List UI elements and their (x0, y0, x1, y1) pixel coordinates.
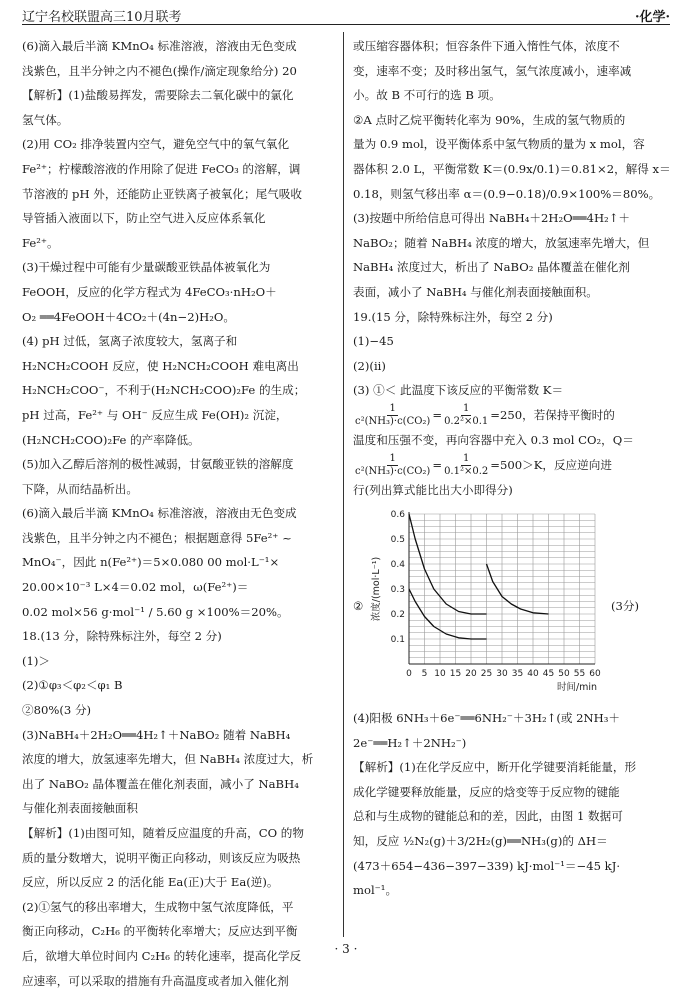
concentration-chart-row (353, 506, 671, 706)
text-line: 0.18，则氢气移出率 α＝(0.9−0.18)/0.9×100%＝80%。 (353, 186, 661, 201)
y-tick-label: 0.1 (390, 635, 405, 646)
text-line: 【解析】(1)在化学反应中，断开化学键要消耗能量，形 (353, 760, 637, 775)
right-column-top-text (353, 34, 671, 403)
page-header (22, 6, 670, 25)
text-line: NaBH₄ 浓度过大，析出了 NaBO₂ 晶体覆盖在催化剂 (353, 260, 630, 275)
text-line: H₂NCH₂COO⁻，不利于(H₂NCH₂COO)₂Fe 的生成； (22, 383, 306, 398)
text-line: 节溶液的 pH 外，还能防止亚铁离子被氧化；尾气吸收 (22, 186, 302, 201)
x-tick-label: 10 (434, 669, 446, 680)
text-line: 表面，减小了 NaBH₄ 与催化剂表面接触面积。 (353, 284, 598, 299)
text-line: 行(列出算式能比出大小即得分) (353, 482, 513, 497)
left-column (22, 34, 334, 993)
text-line: 温度和压强不变，再向容器中充入 0.3 mol CO₂，Q＝ (353, 432, 634, 447)
x-tick-label: 40 (527, 669, 539, 680)
text-line: (4) pH 过低，氢离子浓度较大，氢离子和 (22, 334, 238, 349)
text-line: (3)干燥过程中可能有少量碳酸亚铁晶体被氧化为 (22, 260, 271, 275)
text-line: 氢气体。 (22, 112, 69, 127)
equation-q: $\frac{1}{\text{c²(NH₃)·c(CO₂)}}$ = $\frac{1}{\text{0.1²×0.2}}$ =500＞K，反应逆向进 (355, 452, 612, 477)
x-tick-label: 25 (480, 669, 493, 680)
right-column-bottom-text (353, 706, 671, 903)
text-line: 浓度的增大，放氢速率先增大，但 NaBH₄ 浓度过大，析 (22, 752, 314, 767)
text-line: 出了 NaBO₂ 晶体覆盖在催化剂表面，减小了 NaBH₄ (22, 776, 299, 791)
text-line: (2)用 CO₂ 排净装置内空气，避免空气中的氧气氧化 (22, 137, 290, 152)
text-line: mol⁻¹。 (353, 883, 398, 898)
text-line: 知，反应 ½N₂(g)＋3/2H₂(g)══NH₃(g)的 ΔH＝ (353, 834, 608, 849)
equation-k-result: =250，若保持平衡时的 (490, 408, 615, 423)
text-line: NaBO₂；随着 NaBH₄ 浓度的增大，放氢速率先增大，但 (353, 235, 650, 250)
text-line: (3)NaBH₄＋2H₂O══4H₂↑＋NaBO₂ 随着 NaBH₄ (22, 727, 291, 742)
y-tick-label: 0.4 (390, 560, 405, 571)
text-line: 【解析】(1)盐酸易挥发，需要除去二氧化碳中的氯化 (22, 88, 294, 103)
text-line: MnO₄⁻，因此 n(Fe²⁺)＝5×0.080 00 mol·L⁻¹× (22, 555, 280, 570)
text-line: 【解析】(1)由图可知，随着反应温度的升高，CO 的物 (22, 826, 304, 840)
chart-score: (3分) (611, 598, 640, 613)
text-line: (2)(ii) (353, 358, 386, 373)
x-axis-label: 时间/min (556, 682, 598, 694)
right-column (353, 34, 671, 903)
text-line: 应速率，可以采取的措施有升高温度或者加入催化剂 (22, 973, 289, 988)
text-line: 19.(15 分，除特殊标注外，每空 2 分) (353, 309, 553, 324)
text-line: (6)滴入最后半滴 KMnO₄ 标准溶液，溶液由无色变成 (22, 506, 297, 521)
text-line: 0.02 mol×56 g·mol⁻¹ / 5.60 g ×100%＝20%。 (22, 604, 289, 619)
text-line: (H₂NCH₂COO)₂Fe 的产率降低。 (22, 432, 200, 447)
fraction-k-symbolic: $\frac{1}{\text{c²(NH₃)·c(CO₂)}}$ (355, 402, 431, 427)
text-line: (1)＞ (22, 653, 51, 668)
text-line: (6)滴入最后半滴 KMnO₄ 标准溶液，溶液由无色变成 (22, 39, 297, 53)
x-tick-label: 45 (542, 669, 555, 680)
text-line: 导管插入液面以下，防止空气进入反应体系氧化 (22, 211, 266, 226)
text-line: ②80%(3 分) (22, 703, 92, 718)
x-tick-label: 55 (573, 669, 586, 680)
text-line: 20.00×10⁻³ L×4＝0.02 mol，ω(Fe²⁺)＝ (22, 580, 249, 595)
x-tick-label: 50 (558, 669, 570, 680)
fraction-k-numeric: $\frac{1}{\text{0.2²×0.1}}$ (444, 402, 489, 427)
text-line: (473＋654−436−397−339) kJ·mol⁻¹＝−45 kJ· (353, 858, 621, 873)
x-tick-label: 20 (465, 669, 477, 680)
chart-item-label: ② (353, 598, 364, 613)
x-tick-label: 35 (511, 669, 524, 680)
text-line: 浅紫色，且半分钟之内不褪色(操作/滴定现象给分) 20 (22, 63, 297, 78)
subject-label: ·化学· (634, 10, 670, 25)
text-line: (3) ①＜ 此温度下该反应的平衡常数 K＝ (353, 383, 564, 398)
text-line: (4)阳极 6NH₃＋6e⁻══6NH₂⁻＋3H₂↑(或 2NH₃＋ (353, 711, 621, 726)
x-tick-label: 30 (496, 669, 508, 680)
text-line: (2)①氢气的移出率增大，生成物中氢气浓度降低，平 (22, 899, 294, 914)
text-line: 与催化剂表面接触面积 (22, 801, 138, 816)
y-tick-label: 0.2 (390, 610, 405, 621)
text-line: 18.(13 分，除特殊标注外，每空 2 分) (22, 629, 222, 644)
text-line: 2e⁻══H₂↑＋2NH₂⁻) (353, 735, 467, 750)
text-line: 成化学键要释放能量，反应的焓变等于反应物的键能 (353, 784, 620, 799)
text-line: Fe²⁺。 (22, 235, 59, 250)
page-number: · 3 · (334, 942, 358, 956)
text-line: 量为 0.9 mol，设平衡体系中氢气物质的量为 x mol，容 (353, 137, 645, 152)
text-line: 后，欲增大单位时间内 C₂H₆ 的转化速率，提高化学反 (22, 948, 302, 963)
text-line: 衡正向移动，C₂H₆ 的平衡转化率增大；反应达到平衡 (22, 924, 298, 939)
equation-q-result: =500＞K，反应逆向进 (490, 457, 612, 472)
text-line: 小。故 B 不可行的选 B 项。 (353, 88, 501, 103)
text-line: (1)−45 (353, 334, 394, 349)
text-line: 反应，所以反应 2 的活化能 Ea(正)大于 Ea(逆)。 (22, 875, 279, 890)
column-divider (343, 32, 344, 937)
text-line: 浅紫色，且半分钟之内不褪色；根据题意得 5Fe²⁺ ~ (22, 530, 292, 545)
text-line: 器体积 2.0 L，平衡常数 K＝(0.9x/0.1)＝0.81×2，解得 x＝ (353, 161, 671, 176)
text-line: 总和与生成物的键能总和的差，因此，由图 1 数据可 (353, 809, 623, 824)
text-line: H₂NCH₂COOH 反应，使 H₂NCH₂COOH 难电离出 (22, 358, 299, 373)
text-line: Fe²⁺；柠檬酸溶液的作用除了促进 FeCO₃ 的溶解，调 (22, 161, 301, 176)
text-line: O₂ ══4FeOOH＋4CO₂＋(4n−2)H₂O。 (22, 309, 235, 324)
fraction-q-symbolic: $\frac{1}{\text{c²(NH₃)·c(CO₂)}}$ (355, 452, 431, 477)
text-line: ②A 点时乙烷平衡转化率为 90%，生成的氢气物质的 (353, 112, 626, 127)
x-tick-label: 60 (589, 669, 601, 680)
exam-title: 辽宁名校联盟高三10月联考 (22, 10, 182, 25)
text-line: FeOOH，反应的化学方程式为 4FeCO₃·nH₂O＋ (22, 284, 277, 299)
y-tick-label: 0.5 (390, 535, 405, 546)
x-tick-label: 5 (421, 669, 428, 680)
x-tick-label: 0 (406, 669, 412, 680)
y-tick-label: 0.3 (390, 585, 405, 596)
y-axis-label: 浓度/(mol·L⁻¹) (371, 556, 382, 622)
text-line: (3)按题中所给信息可得出 NaBH₄＋2H₂O══4H₂↑＋ (353, 211, 631, 226)
text-line: 质的量分数增大，说明平衡正向移动，则该反应为吸热 (22, 850, 301, 865)
equation-k: $\frac{1}{\text{c²(NH₃)·c(CO₂)}}$ = $\frac{1}{\text{0.2²×0.1}}$ =250，若保持平衡时的 (355, 402, 615, 427)
fraction-q-numeric: $\frac{1}{\text{0.1²×0.2}}$ (444, 452, 489, 477)
y-tick-label: 0.6 (390, 510, 405, 521)
x-tick-label: 15 (449, 669, 462, 680)
text-line: 下降，从而结晶析出。 (22, 481, 138, 496)
text-line: 变，速率不变；及时移出氢气，氢气浓度减小，速率减 (353, 63, 632, 78)
text-line: (2)①φ₃＜φ₂＜φ₁ B (22, 678, 123, 693)
text-line: 或压缩容器体积；恒容条件下通入惰性气体，浓度不 (353, 39, 620, 53)
text-line: (5)加入乙醇后溶剂的极性减弱，甘氨酸亚铁的溶解度 (22, 457, 294, 472)
concentration-time-chart (369, 506, 605, 706)
text-line: pH 过高，Fe²⁺ 与 OH⁻ 反应生成 Fe(OH)₂ 沉淀， (22, 407, 288, 422)
